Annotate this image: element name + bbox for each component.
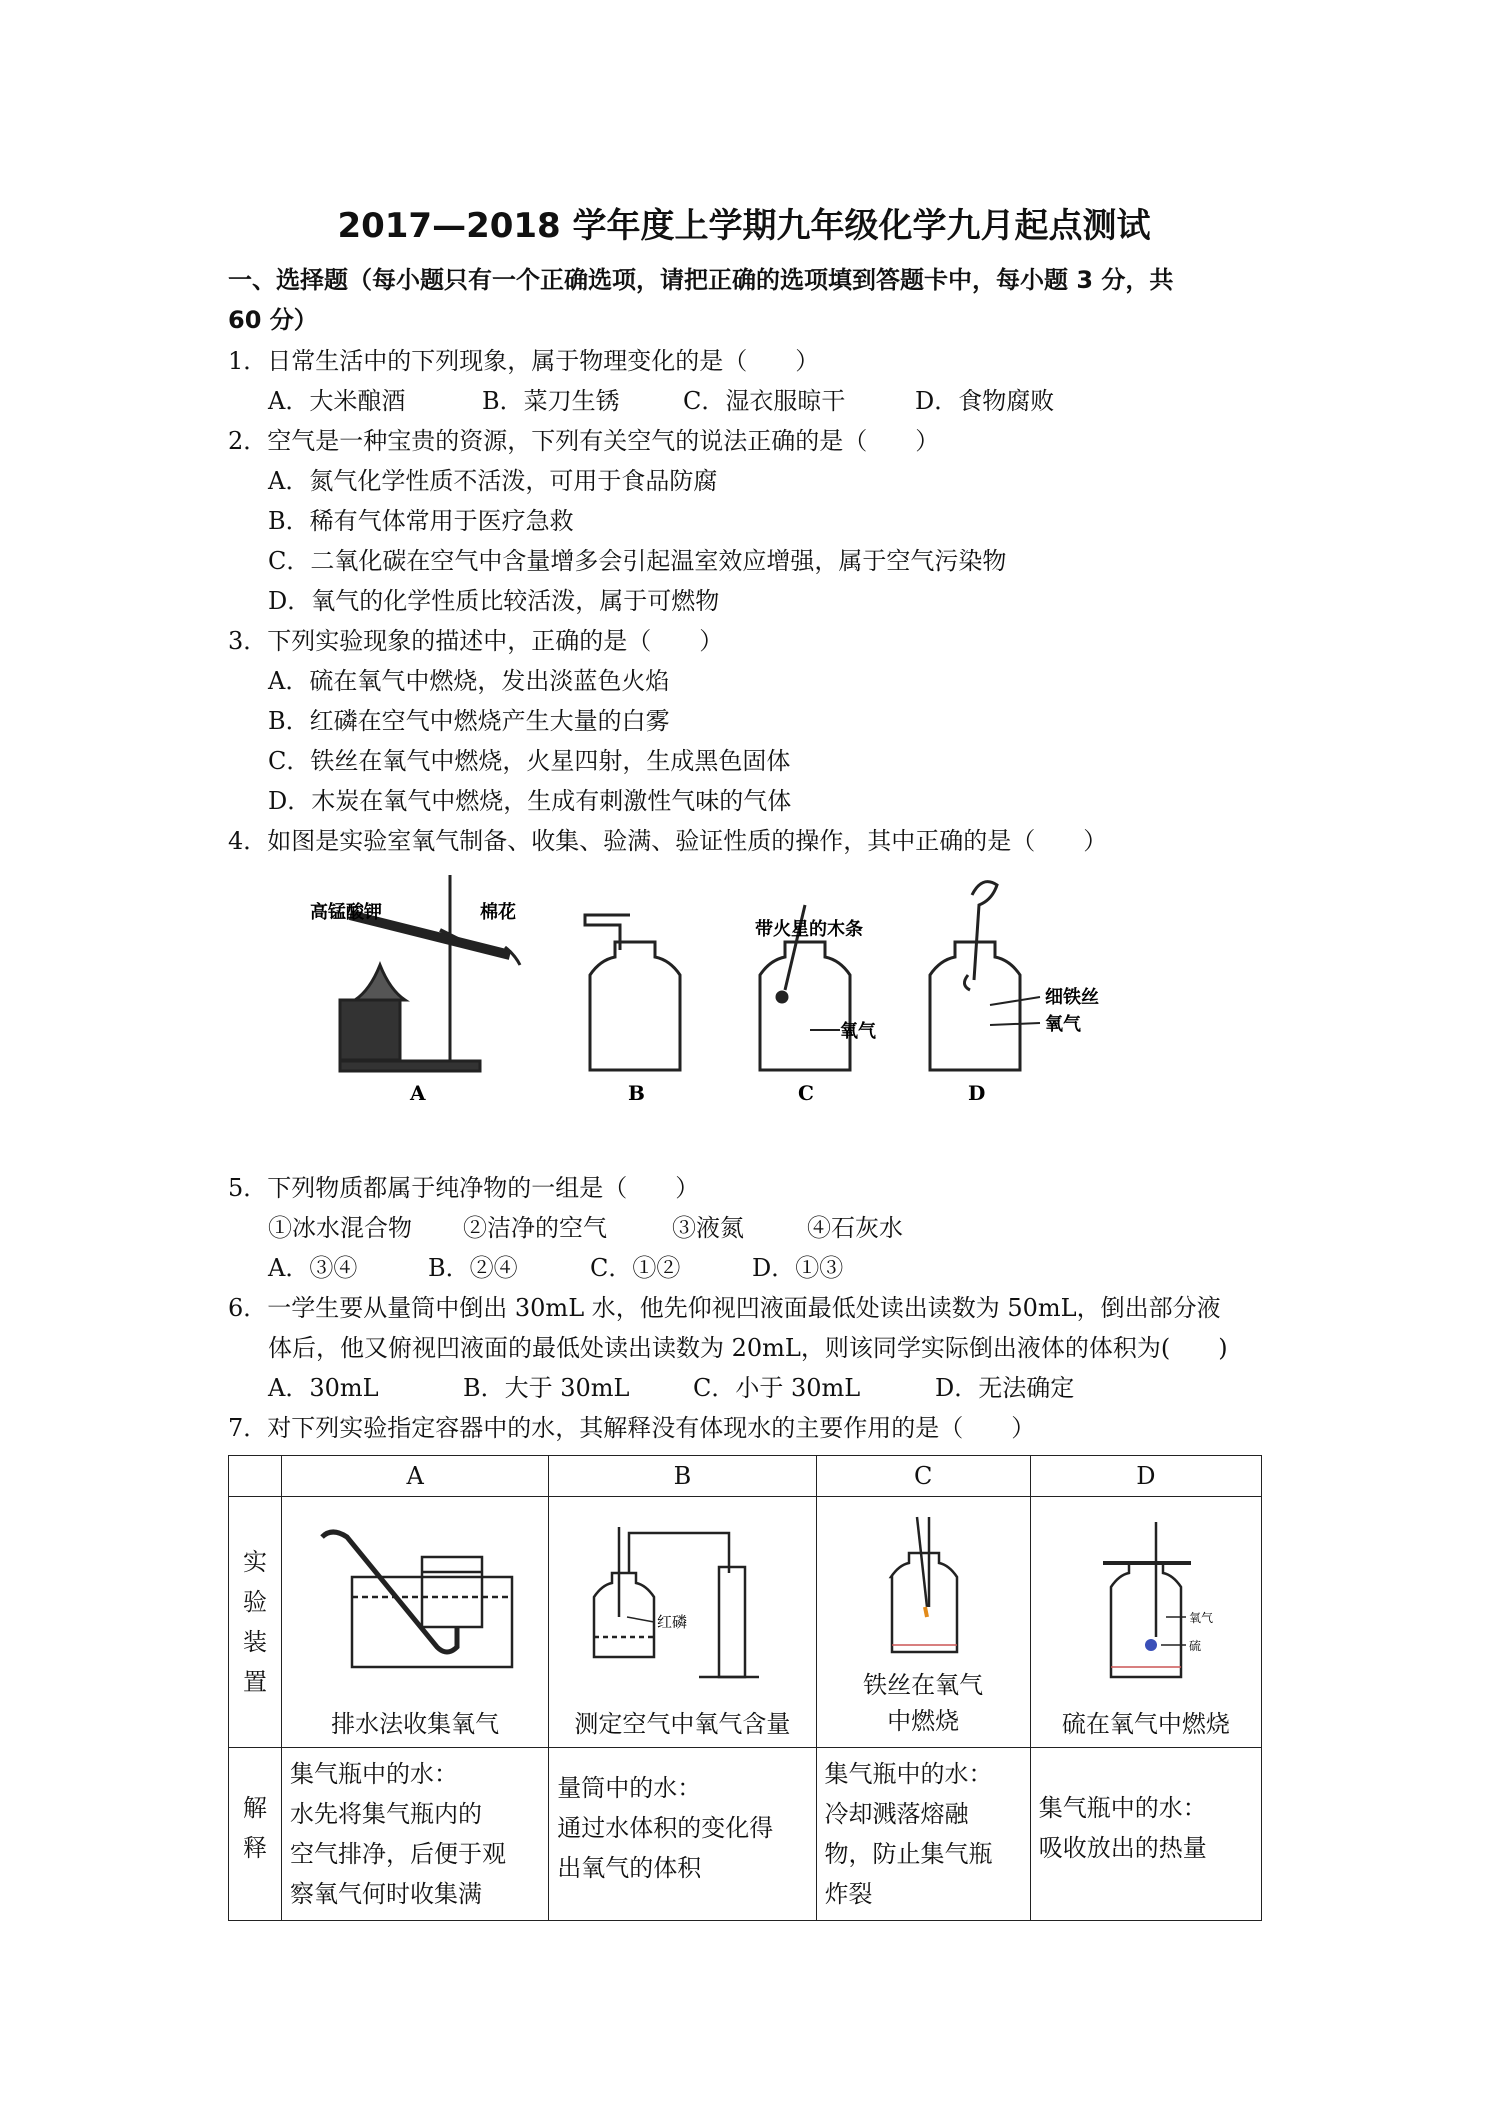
oxygen-apparatus-figure <box>300 865 1120 1105</box>
q5-option-c: C．①② <box>590 1254 681 1282</box>
glowing-stick <box>785 905 805 990</box>
q3-option-b: B．红磷在空气中燃烧产生大量的白雾 <box>268 707 670 735</box>
question-6-stem-line1: 6．一学生要从量筒中倒出 30mL 水，他先仰视凹液面最低处读出读数为 50mL，倒出部分液 <box>228 1294 1221 1322</box>
q2-option-b: B．稀有气体常用于医疗急救 <box>268 507 574 535</box>
q6-option-c: C．小于 30mL <box>693 1374 861 1402</box>
oxygen-content-diagram <box>549 1497 815 1697</box>
cell-c-apparatus <box>816 1497 1030 1748</box>
caption-c: 铁丝在氧气 中燃烧 <box>863 1671 984 1735</box>
q1-option-a: A．大米酿酒 <box>268 387 406 415</box>
q6-option-d: D．无法确定 <box>935 1374 1075 1402</box>
label-potassium-permanganate: 高锰酸钾 <box>310 902 382 923</box>
section-heading-line1: 一、选择题（每小题只有一个正确选项，请把正确的选项填到答题卡中，每小题 3 分，共 <box>228 266 1174 294</box>
row-label-explanation: 解 释 <box>229 1748 282 1921</box>
q5-option-a: A．③④ <box>268 1254 358 1282</box>
bottle-c <box>760 942 850 1070</box>
label-b: B <box>628 1081 645 1105</box>
q5-item-3: ③液氮 <box>672 1214 744 1242</box>
header-d: D <box>1030 1456 1261 1497</box>
q6-option-b: B．大于 30mL <box>463 1374 630 1402</box>
experiment-table <box>228 1455 1262 1921</box>
caption-b: 测定空气中氧气含量 <box>574 1710 791 1738</box>
q5-item-1: ①冰水混合物 <box>268 1214 412 1242</box>
alcohol-lamp <box>340 1000 400 1060</box>
question-5-stem: 5．下列物质都属于纯净物的一组是（ ） <box>228 1174 700 1202</box>
header-c: C <box>816 1456 1030 1497</box>
q5-option-d: D．①③ <box>752 1254 844 1282</box>
table-row-explanation <box>229 1748 1262 1921</box>
page-title: 2017—2018 学年度上学期九年级化学九月起点测试 <box>337 206 1151 246</box>
cell-b-apparatus <box>549 1497 816 1748</box>
label-c: C <box>798 1081 814 1105</box>
q2-option-c: C．二氧化碳在空气中含量增多会引起温室效应增强，属于空气污染物 <box>268 547 1007 575</box>
label-iron-wire: 细铁丝 <box>1045 987 1099 1008</box>
label-d-oxygen-small: 氧气 <box>1188 1611 1213 1625</box>
label-c-oxygen: 氧气 <box>840 1021 876 1042</box>
q5-item-4: ④石灰水 <box>807 1214 903 1242</box>
q6-option-a: A．30mL <box>268 1374 379 1402</box>
q1-option-d: D．食物腐败 <box>915 387 1055 415</box>
q3-option-d: D．木炭在氧气中燃烧，生成有刺激性气味的气体 <box>268 787 792 815</box>
question-6-stem-line2: 体后，他又俯视凹液面的最低处读出读数为 20mL，则该同学实际倒出液体的体积为( ) <box>268 1334 1228 1362</box>
explanation-a: 集气瓶中的水： 水先将集气瓶内的 空气排净，后便于观 察氧气何时收集满 <box>282 1748 549 1921</box>
q2-option-a: A．氮气化学性质不活泼，可用于食品防腐 <box>268 467 718 495</box>
table-row-apparatus <box>229 1497 1262 1748</box>
label-cotton: 棉花 <box>480 902 516 923</box>
question-4-stem: 4．如图是实验室氧气制备、收集、验满、验证性质的操作，其中正确的是（ ） <box>228 827 1108 855</box>
table-header-row <box>229 1456 1262 1497</box>
label-a: A <box>410 1081 426 1105</box>
cell-a-apparatus <box>282 1497 549 1748</box>
caption-d: 硫在氧气中燃烧 <box>1061 1710 1230 1738</box>
explanation-c: 集气瓶中的水： 冷却溅落熔融 物，防止集气瓶 炸裂 <box>816 1748 1030 1921</box>
question-7-stem: 7．对下列实验指定容器中的水，其解释没有体现水的主要作用的是（ ） <box>228 1414 1036 1442</box>
crucible-tongs <box>972 882 997 980</box>
header-a: A <box>282 1456 549 1497</box>
label-glowing-stick: 带火星的木条 <box>755 919 863 940</box>
iron-wire-diagram <box>817 1497 1030 1667</box>
question-2-stem: 2．空气是一种宝贵的资源，下列有关空气的说法正确的是（ ） <box>228 427 940 455</box>
section-heading-line2: 60 分） <box>228 306 318 334</box>
label-d: D <box>968 1081 986 1105</box>
question-1-stem: 1．日常生活中的下列现象，属于物理变化的是（ ） <box>228 347 820 375</box>
q5-item-2: ②洁净的空气 <box>463 1214 607 1242</box>
cell-d-apparatus <box>1030 1497 1261 1748</box>
q1-option-c: C．湿衣服晾干 <box>683 387 846 415</box>
q3-option-a: A．硫在氧气中燃烧，发出淡蓝色火焰 <box>268 667 670 695</box>
explanation-b: 量筒中的水： 通过水体积的变化得 出氧气的体积 <box>549 1748 816 1921</box>
question-3-stem: 3．下列实验现象的描述中，正确的是（ ） <box>228 627 724 655</box>
label-d-oxygen: 氧气 <box>1045 1014 1081 1035</box>
row-label-apparatus: 实 验 装 置 <box>229 1497 282 1748</box>
label-red-phosphorus: 红磷 <box>657 1613 688 1631</box>
q3-option-c: C．铁丝在氧气中燃烧，火星四射，生成黑色固体 <box>268 747 791 775</box>
water-displacement-diagram <box>282 1497 548 1697</box>
explanation-d: 集气瓶中的水： 吸收放出的热量 <box>1030 1748 1261 1921</box>
q2-option-d: D．氧气的化学性质比较活泼，属于可燃物 <box>268 587 720 615</box>
bottle-b <box>590 942 680 1070</box>
caption-a: 排水法收集氧气 <box>331 1710 500 1738</box>
header-b: B <box>549 1456 816 1497</box>
q5-option-b: B．②④ <box>428 1254 518 1282</box>
sulfur-burning-diagram <box>1031 1497 1261 1697</box>
alcohol-lamp-flame <box>355 965 405 1000</box>
label-sulfur: 硫 <box>1188 1639 1201 1653</box>
iron-stand-base <box>340 1061 480 1071</box>
q1-option-b: B．菜刀生锈 <box>482 387 620 415</box>
